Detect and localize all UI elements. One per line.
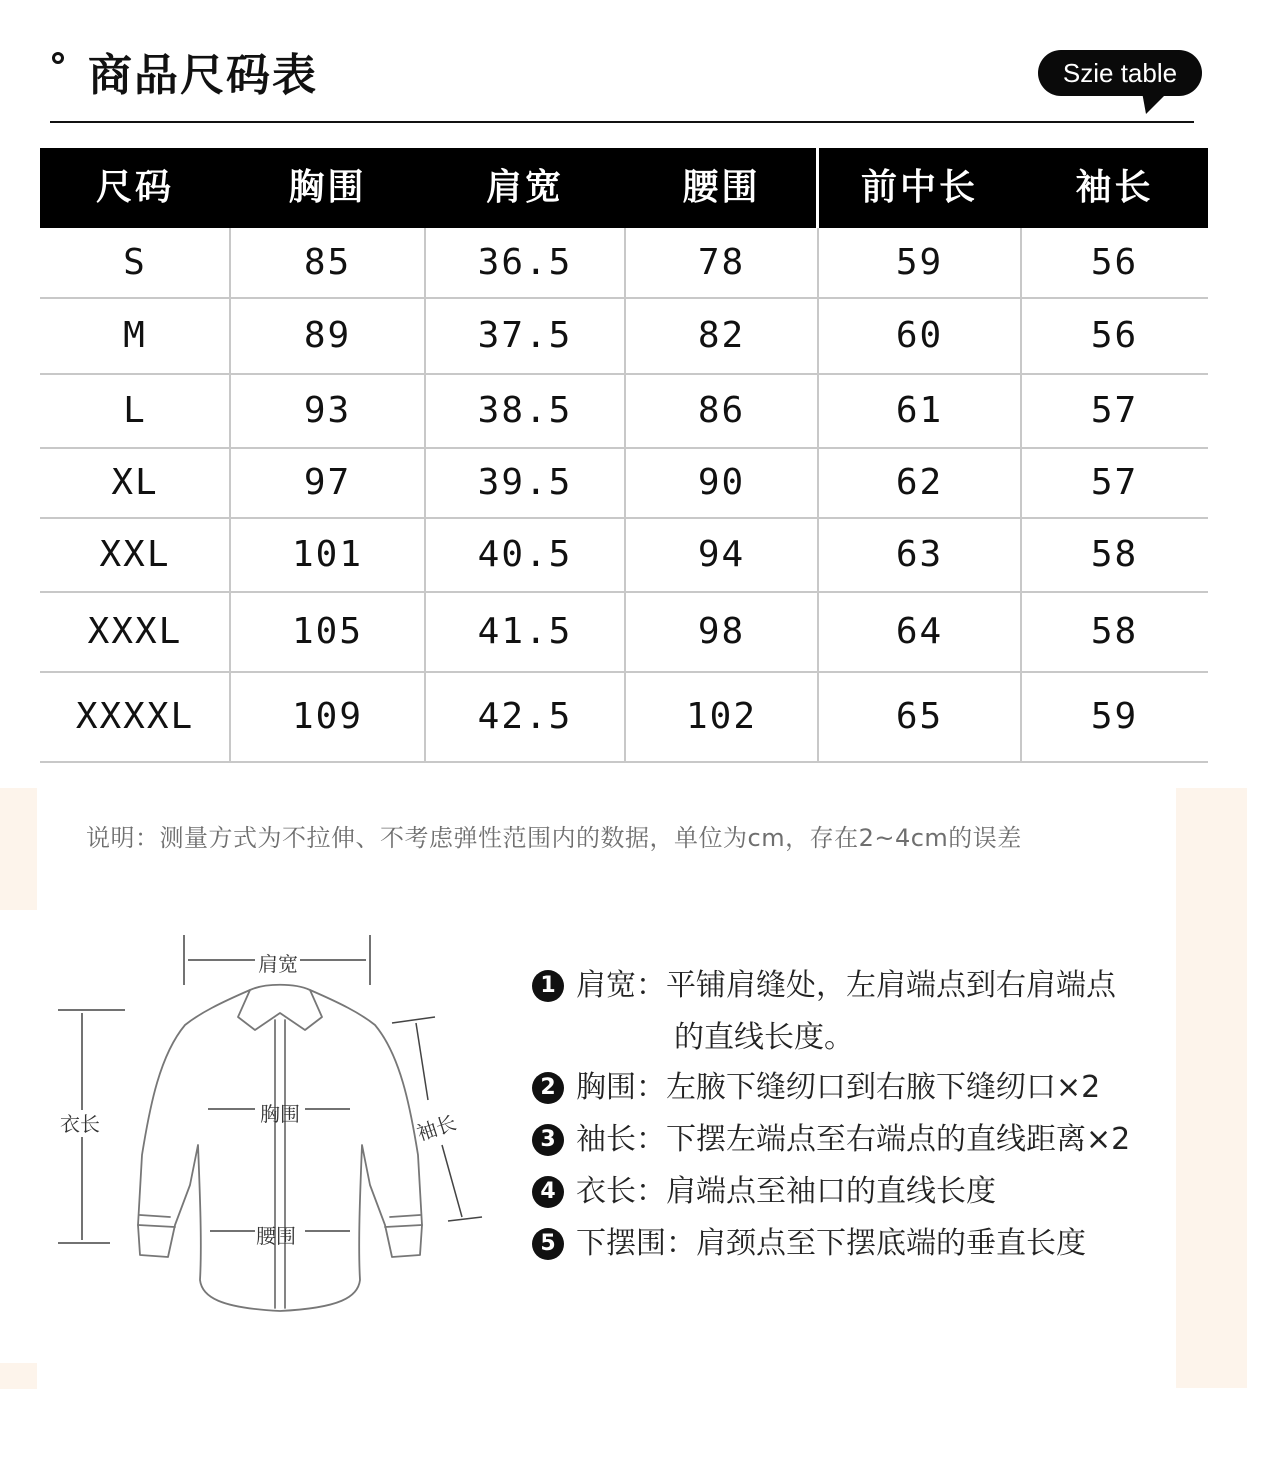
- speech-bubble-tail-icon: [1142, 92, 1168, 114]
- sleeve-dim-top-tick: [392, 1017, 435, 1023]
- left-accent-top: [0, 788, 37, 910]
- cell-shoulder: 36.5: [477, 242, 573, 283]
- cell-chest: 89: [303, 315, 352, 356]
- column-divider: [624, 228, 626, 762]
- chest-label: 胸围: [260, 1102, 300, 1126]
- cell-size: XL: [111, 462, 159, 503]
- title-divider: [50, 121, 1194, 123]
- cell-shoulder: 40.5: [477, 534, 573, 575]
- number-5-icon: 5: [532, 1228, 564, 1260]
- cell-front-length: 62: [895, 462, 944, 503]
- right-accent: [1176, 788, 1247, 1388]
- cell-size: XXL: [99, 534, 171, 575]
- cell-front-length: 61: [895, 390, 944, 431]
- definition-term: 下摆围：: [576, 1226, 696, 1261]
- definition-shoulder-continued: 的直线长度。: [674, 1020, 854, 1055]
- cell-sleeve: 56: [1090, 315, 1139, 356]
- shirt-cuff-right: [385, 1215, 422, 1227]
- shirt-outline: [138, 990, 422, 1311]
- cell-waist: 94: [697, 534, 746, 575]
- cell-sleeve: 58: [1090, 534, 1139, 575]
- column-header-chest: 胸围: [288, 167, 367, 208]
- definition-term: 胸围：: [576, 1070, 666, 1105]
- cell-sleeve: 58: [1090, 611, 1139, 652]
- definition-term: 衣长：: [576, 1174, 666, 1209]
- cell-size: XXXL: [87, 611, 183, 652]
- definition-length: [532, 1172, 996, 1212]
- shirt-placket: [275, 1020, 285, 1308]
- sleeve-dim-line-bottom: [442, 1145, 462, 1217]
- cell-chest: 97: [303, 462, 352, 503]
- cell-chest: 101: [291, 534, 364, 575]
- cell-shoulder: 39.5: [477, 462, 573, 503]
- page-title: 商品尺码表: [88, 50, 318, 101]
- cell-sleeve: 56: [1090, 242, 1139, 283]
- number-3-icon: 3: [532, 1124, 564, 1156]
- shoulder-label: 肩宽: [258, 952, 298, 976]
- cell-waist: 90: [697, 462, 746, 503]
- cell-front-length: 64: [895, 611, 944, 652]
- cell-sleeve: 57: [1090, 390, 1139, 431]
- cell-size: S: [123, 242, 147, 283]
- column-header-front-length: 前中长: [860, 167, 978, 208]
- number-1-icon: 1: [532, 970, 564, 1002]
- shirt-collar: [238, 985, 322, 1030]
- length-label: 衣长: [60, 1112, 100, 1136]
- cell-chest: 93: [303, 390, 352, 431]
- column-divider: [229, 228, 231, 762]
- column-header-sleeve: 袖长: [1075, 167, 1154, 208]
- number-4-icon: 4: [532, 1176, 564, 1208]
- cell-front-length: 59: [895, 242, 944, 283]
- cell-waist: 86: [697, 390, 746, 431]
- cell-size: M: [123, 315, 147, 356]
- cell-sleeve: 57: [1090, 462, 1139, 503]
- column-header-waist: 腰围: [682, 167, 761, 208]
- column-header-shoulder: 肩宽: [485, 167, 564, 208]
- definition-text: 肩颈点至下摆底端的垂直长度: [696, 1226, 1086, 1261]
- column-divider: [817, 228, 819, 762]
- title-bullet-icon: [52, 52, 64, 64]
- definition-shoulder: [532, 966, 1116, 1006]
- column-divider: [1020, 228, 1022, 762]
- cell-waist: 82: [697, 315, 746, 356]
- definition-chest: [532, 1068, 1100, 1108]
- number-2-icon: 2: [532, 1072, 564, 1104]
- left-accent-bottom: [0, 1363, 37, 1389]
- cell-waist: 78: [697, 242, 746, 283]
- cell-front-length: 60: [895, 315, 944, 356]
- cell-chest: 105: [291, 611, 364, 652]
- definition-term: 袖长：: [576, 1122, 666, 1157]
- cell-front-length: 65: [895, 696, 944, 737]
- sleeve-dim-line-top: [416, 1023, 428, 1100]
- size-table-badge: Szie table: [1038, 50, 1202, 96]
- column-divider: [424, 228, 426, 762]
- cell-chest: 109: [291, 696, 364, 737]
- cell-size: L: [123, 390, 147, 431]
- cell-chest: 85: [303, 242, 352, 283]
- cell-waist: 98: [697, 611, 746, 652]
- cell-sleeve: 59: [1090, 696, 1139, 737]
- cell-shoulder: 38.5: [477, 390, 573, 431]
- definition-hem: [532, 1224, 1086, 1264]
- definition-text: 肩端点至袖口的直线长度: [666, 1174, 996, 1209]
- definition-text: 左腋下缝纫口到右腋下缝纫口×2: [666, 1070, 1101, 1105]
- waist-label: 腰围: [256, 1224, 296, 1248]
- shirt-cuff-left: [138, 1215, 175, 1227]
- measurement-note: 说明：测量方式为不拉伸、不考虑弹性范围内的数据，单位为cm，存在2~4cm的误差: [86, 824, 1022, 852]
- definition-term: 肩宽：: [576, 968, 666, 1003]
- column-header-size: 尺码: [95, 167, 174, 208]
- sleeve-label: 袖长: [413, 1110, 460, 1146]
- definition-sleeve: [532, 1120, 1130, 1160]
- cell-shoulder: 42.5: [477, 696, 573, 737]
- definition-text: 平铺肩缝处，左肩端点到右肩端点: [666, 968, 1116, 1003]
- cell-waist: 102: [685, 696, 758, 737]
- cell-front-length: 63: [895, 534, 944, 575]
- cell-shoulder: 37.5: [477, 315, 573, 356]
- definition-text: 下摆左端点至右端点的直线距离×2: [666, 1122, 1131, 1157]
- cell-shoulder: 41.5: [477, 611, 573, 652]
- cell-size: XXXXL: [75, 696, 195, 737]
- sleeve-dim-bottom-tick: [448, 1217, 482, 1221]
